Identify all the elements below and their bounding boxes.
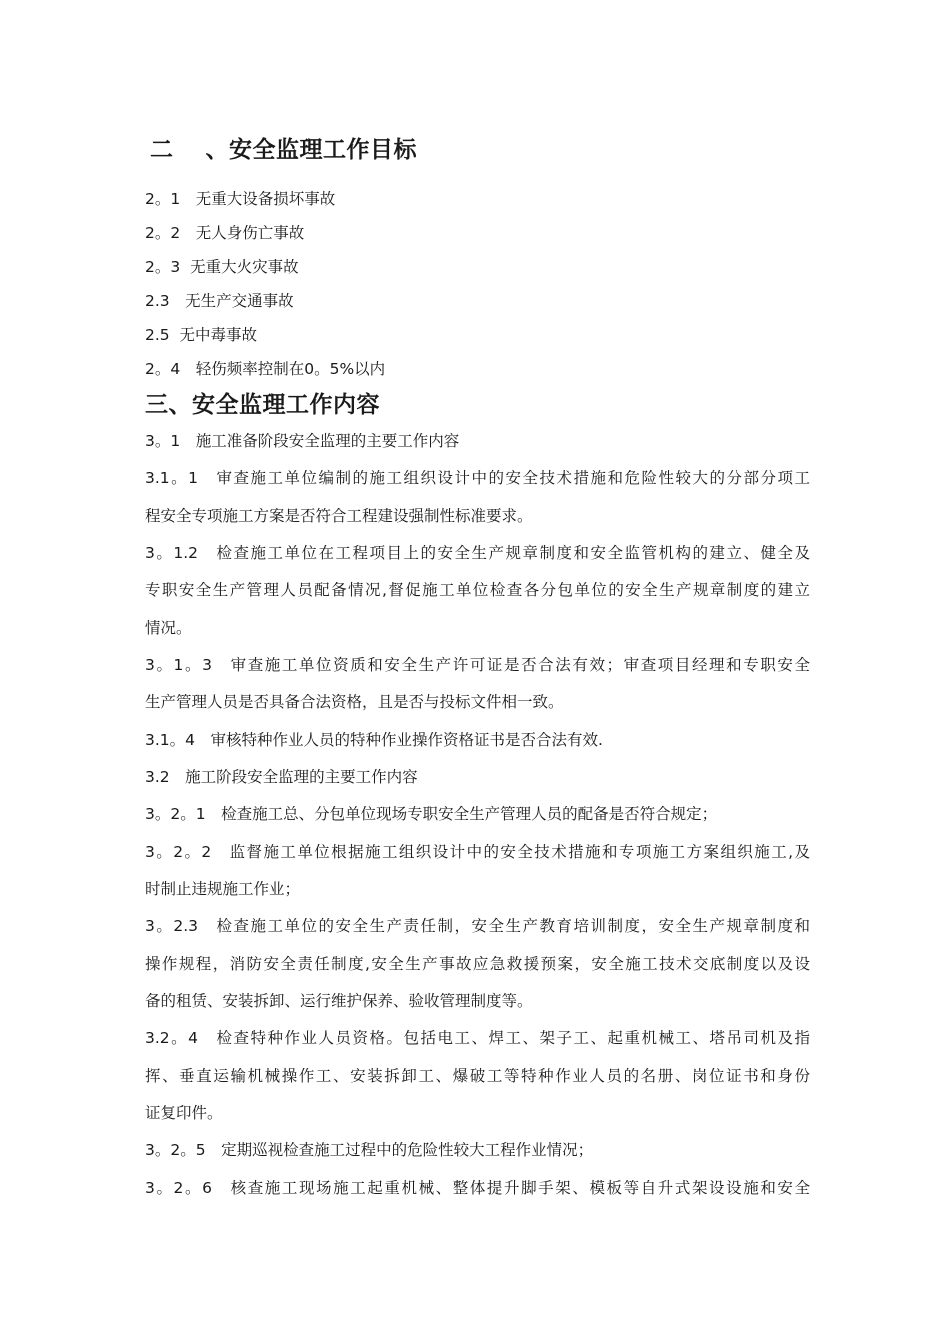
paragraph-line: 生产管理人员是否具备合法资格，且是否与投标文件相一致。	[145, 693, 564, 711]
paragraph-line: 3。1.2 检查施工单位在工程项目上的安全生产规章制度和安全监管机构的建立、健全及	[145, 544, 810, 562]
paragraph-line: 3。2。6 核查施工现场施工起重机械、整体提升脚手架、模板等自升式架设设施和安全	[145, 1179, 810, 1197]
paragraph-line: 程安全专项施工方案是否符合工程建设强制性标准要求。	[145, 507, 533, 525]
subsection-heading: 3.2 施工阶段安全监理的主要工作内容	[145, 768, 418, 786]
paragraph-line: 3。2。2 监督施工单位根据施工组织设计中的安全技术措施和专项施工方案组织施工,及	[145, 843, 810, 861]
paragraph-line: 3。1。3 审查施工单位资质和安全生产许可证是否合法有效；审查项目经理和专职安全	[145, 656, 810, 674]
paragraph-line: 3。2.3 检查施工单位的安全生产责任制，安全生产教育培训制度，安全生产规章制度和	[145, 917, 810, 935]
section-2-heading: 二 、安全监理工作目标	[150, 137, 418, 163]
goal-item: 2。3 无重大火灾事故	[145, 258, 299, 276]
goal-item: 2。2 无人身伤亡事故	[145, 224, 305, 242]
section-3-heading: 三、安全监理工作内容	[145, 392, 380, 418]
paragraph-line: 操作规程，消防安全责任制度,安全生产事故应急救援预案，安全施工技术交底制度以及设	[145, 955, 810, 973]
paragraph-line: 3.2。4 检查特种作业人员资格。包括电工、焊工、架子工、起重机械工、塔吊司机及指	[145, 1029, 810, 1047]
paragraph-line: 3。2。5 定期巡视检查施工过程中的危险性较大工程作业情况；	[145, 1141, 594, 1159]
subsection-heading: 3。1 施工准备阶段安全监理的主要工作内容	[145, 432, 460, 450]
paragraph-line: 3.1。1 审查施工单位编制的施工组织设计中的安全技术措施和危险性较大的分部分项工	[145, 469, 810, 487]
paragraph-line: 情况。	[145, 619, 192, 637]
goal-item: 2.5 无中毒事故	[145, 326, 258, 344]
paragraph-line: 3.1。4 审核特种作业人员的特种作业操作资格证书是否合法有效.	[145, 731, 603, 749]
goal-item: 2。1 无重大设备损坏事故	[145, 190, 336, 208]
paragraph-line: 时制止违规施工作业；	[145, 880, 301, 898]
paragraph-line: 3。2。1 检查施工总、分包单位现场专职安全生产管理人员的配备是否符合规定；	[145, 805, 718, 823]
paragraph-line: 挥、垂直运输机械操作工、安装拆卸工、爆破工等特种作业人员的名册、岗位证书和身份	[145, 1067, 810, 1085]
paragraph-line: 备的租赁、安装拆卸、运行维护保养、验收管理制度等。	[145, 992, 533, 1010]
paragraph-line: 证复印件。	[145, 1104, 223, 1122]
goal-item: 2.3 无生产交通事故	[145, 292, 294, 310]
paragraph-line: 专职安全生产管理人员配备情况,督促施工单位检查各分包单位的安全生产规章制度的建立	[145, 581, 810, 599]
goal-item: 2。4 轻伤频率控制在0。5%以内	[145, 360, 386, 378]
